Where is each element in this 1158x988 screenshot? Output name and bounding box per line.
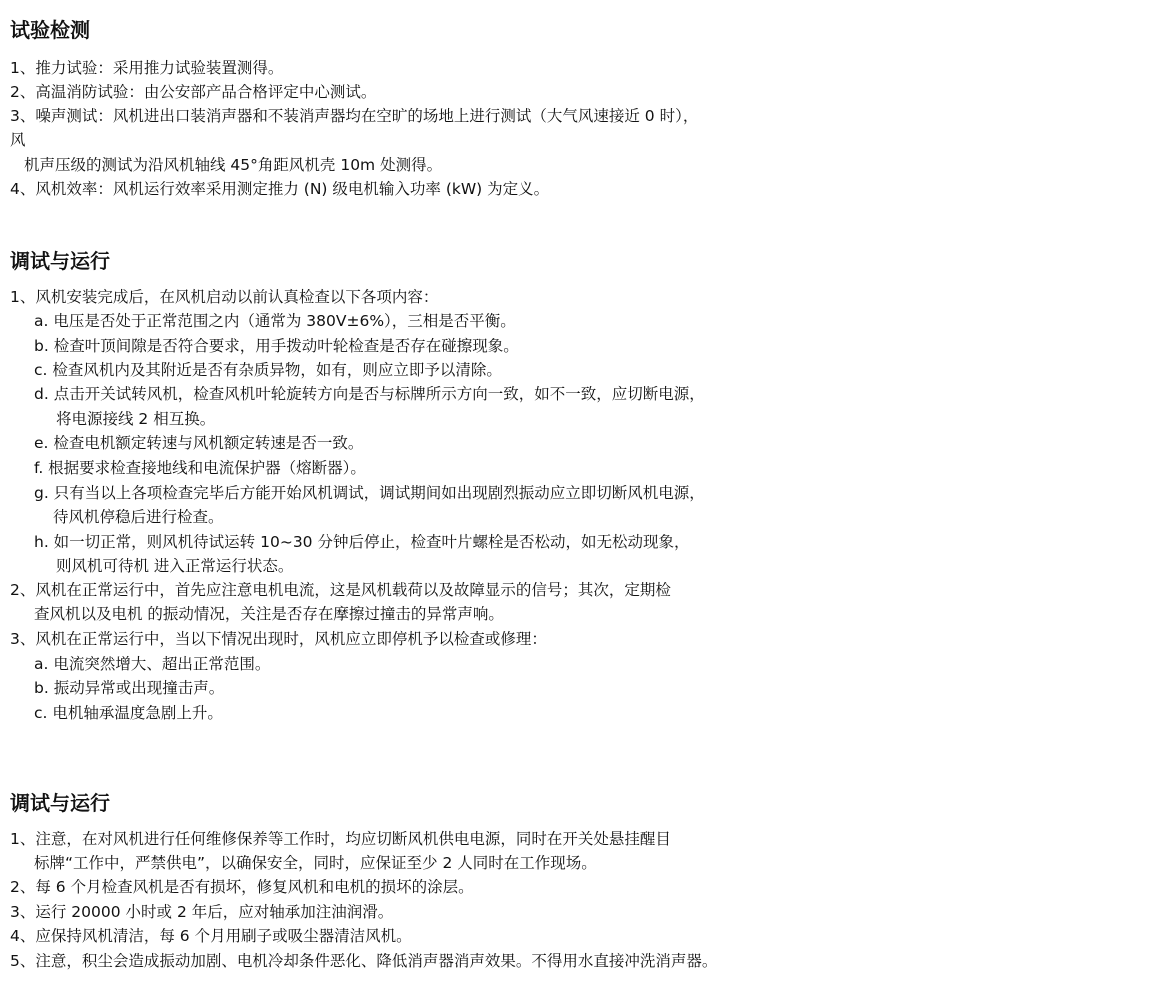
- text-line: c. 检查风机内及其附近是否有杂质异物，如有，则应立即予以清除。: [34, 361, 502, 379]
- section-heading-test: 试验检测: [10, 18, 90, 42]
- section-heading-commissioning: 调试与运行: [10, 249, 110, 273]
- text-line: 待风机停稳后进行检查。: [53, 508, 224, 526]
- text-line: b. 振动异常或出现撞击声。: [34, 679, 225, 697]
- text-line: 1、注意，在对风机进行任何维修保养等工作时，均应切断风机供电电源，同时在开关处悬挂醒目: [10, 830, 671, 848]
- section-heading-maintenance: 调试与运行: [10, 791, 110, 815]
- text-line: 2、高温消防试验：由公安部产品合格评定中心测试。: [10, 83, 377, 101]
- text-line: f. 根据要求检查接地线和电流保护器（熔断器）。: [34, 459, 366, 477]
- text-line: 2、每 6 个月检查风机是否有损坏，修复风机和电机的损坏的涂层。: [10, 878, 474, 896]
- text-line: 查风机以及电机 的振动情况，关注是否存在摩擦过撞击的异常声响。: [34, 605, 504, 623]
- text-line: 则风机可待机 进入正常运行状态。: [56, 557, 294, 575]
- text-line: 标牌“工作中，严禁供电”，以确保安全，同时，应保证至少 2 人同时在工作现场。: [34, 854, 597, 872]
- text-line: e. 检查电机额定转速与风机额定转速是否一致。: [34, 434, 364, 452]
- text-line: 1、风机安装完成后，在风机启动以前认真检查以下各项内容：: [10, 288, 439, 306]
- text-line: h. 如一切正常，则风机待试运转 10~30 分钟后停止，检查叶片螺栓是否松动，如无松动现象，: [34, 533, 690, 551]
- text-line: 5、注意，积尘会造成振动加剧、电机冷却条件恶化、降低消声器消声效果。不得用水直接冲洗消声器。: [10, 952, 718, 970]
- text-line: 3、运行 20000 小时或 2 年后，应对轴承加注油润滑。: [10, 903, 394, 921]
- text-line: 4、风机效率：风机运行效率采用测定推力 (N) 级电机输入功率 (kW) 为定义。: [10, 180, 550, 198]
- text-line: a. 电流突然增大、超出正常范围。: [34, 655, 271, 673]
- text-line: 将电源接线 2 相互换。: [56, 410, 216, 428]
- text-line: 1、推力试验：采用推力试验装置测得。: [10, 59, 284, 77]
- text-line: c. 电机轴承温度急剧上升。: [34, 704, 223, 722]
- text-line: d. 点击开关试转风机，检查风机叶轮旋转方向是否与标牌所示方向一致，如不一致，应切断电源，: [34, 385, 705, 403]
- text-line: 机声压级的测试为沿风机轴线 45°角距风机壳 10m 处测得。: [24, 156, 443, 174]
- text-line: b. 检查叶顶间隙是否符合要求，用手拨动叶轮检查是否存在碰擦现象。: [34, 337, 519, 355]
- text-line: 3、噪声测试：风机进出口装消声器和不装消声器均在空旷的场地上进行测试（大气风速接近 0 时），: [10, 107, 699, 125]
- text-line: 3、风机在正常运行中，当以下情况出现时，风机应立即停机予以检查或修理：: [10, 630, 547, 648]
- text-line: 2、风机在正常运行中，首先应注意电机电流，这是风机载荷以及故障显示的信号；其次，定期检: [10, 581, 671, 599]
- text-line: g. 只有当以上各项检查完毕后方能开始风机调试，调试期间如出现剧烈振动应立即切断风机电源，: [34, 484, 705, 502]
- text-line: a. 电压是否处于正常范围之内（通常为 380V±6%），三相是否平衡。: [34, 312, 516, 330]
- text-line: 风: [10, 131, 26, 149]
- text-line: 4、应保持风机清洁，每 6 个月用刷子或吸尘器清洁风机。: [10, 927, 412, 945]
